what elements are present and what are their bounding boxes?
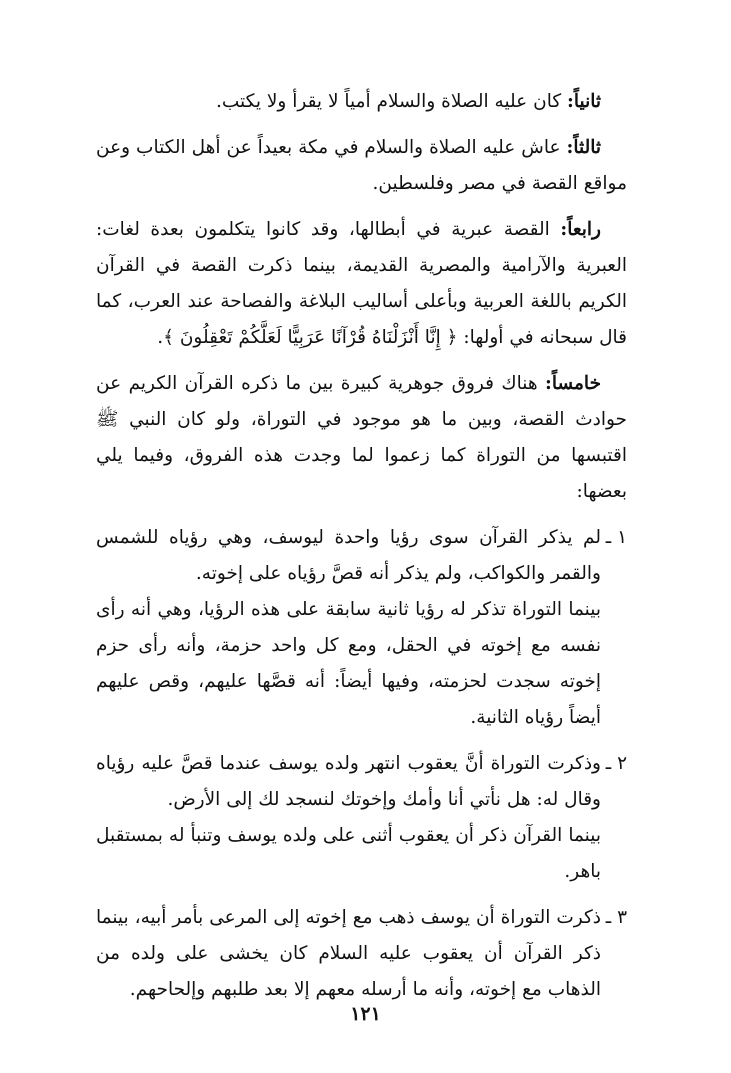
paragraph-fourthly <box>96 212 627 356</box>
paragraph-text: هناك فروق جوهرية كبيرة بين ما ذكره القرآن الكريم عن حوادث القصة، وبين ما هو موجود في التوراة، ولو كان النبي ﷺ اقتبسها من التوراة كما زعموا لما وجدت هذه الفروق، وفيما يلي بعضها: <box>96 373 627 502</box>
list-item <box>96 520 627 592</box>
list-item <box>96 900 627 1008</box>
paragraph-lead: ثانياً: <box>567 91 601 112</box>
item-number: ٢ ـ <box>605 753 627 774</box>
item-note: بينما التوراة تذكر له رؤيا ثانية سابقة على هذه الرؤيا، وهي أنه رأى نفسه مع إخوته في الحقل، ومع كل واحد حزمة، وأنه رأى حزم إخوته سجدت لحزمته، وفيها أيضاً: أنه قصَّها عليهم، وقص عليهم أيضاً رؤياه الثانية. <box>96 599 601 728</box>
paragraph-fifthly <box>96 366 627 510</box>
paragraph-secondly <box>96 84 627 120</box>
paragraph-text: كان عليه الصلاة والسلام أمياً لا يقرأ ولا يكتب. <box>215 91 568 112</box>
item-text: وذكرت التوراة أنَّ يعقوب انتهر ولده يوسف عندما قصَّ عليه رؤياه وقال له: هل نأتي أنا وأمك وإخوتك لنسجد لك إلى الأرض. <box>96 753 601 810</box>
item-text: لم يذكر القرآن سوى رؤيا واحدة ليوسف، وهي رؤياه للشمس والقمر والكواكب، ولم يذكر أنه قصَّ رؤياه على إخوته. <box>96 527 601 584</box>
item-number: ٣ ـ <box>605 907 627 928</box>
paragraph-lead: رابعاً: <box>560 219 601 240</box>
item-number: ١ ـ <box>605 527 627 548</box>
paragraph-thirdly <box>96 130 627 202</box>
item-text: ذكرت التوراة أن يوسف ذهب مع إخوته إلى المرعى بأمر أبيه، بينما ذكر القرآن أن يعقوب عليه السلام كان يخشى على ولده من الذهاب مع إخوته، وأنه ما أرسله معهم إلا بعد طلبهم وإلحاحهم. <box>96 907 601 1000</box>
paragraph-text: عاش عليه الصلاة والسلام في مكة بعيداً عن أهل الكتاب وعن مواقع القصة في مصر وفلسطين. <box>96 137 627 194</box>
page-number: ١٢١ <box>350 1003 381 1025</box>
list-item <box>96 746 627 818</box>
paragraph-lead: خامساً: <box>545 373 601 394</box>
paragraph-text: القصة عبرية في أبطالها، وقد كانوا يتكلمون بعدة لغات: العبرية والآرامية والمصرية القديمة، بينما ذكرت القصة في القرآن الكريم باللغة العربية وبأعلى أساليب البلاغة والفصاحة عند العرب، كما قال سبحانه في أولها: ﴿ إِنَّا أَنْزَلْنَاهُ قُرْآنًا عَرَبِيًّا لَعَلَّكُمْ تَعْقِلُونَ ﴾. <box>96 219 627 348</box>
item-note: بينما القرآن ذكر أن يعقوب أثنى على ولده يوسف وتنبأ له بمستقبل باهر. <box>96 825 601 882</box>
paragraph-lead: ثالثاً: <box>566 137 601 158</box>
